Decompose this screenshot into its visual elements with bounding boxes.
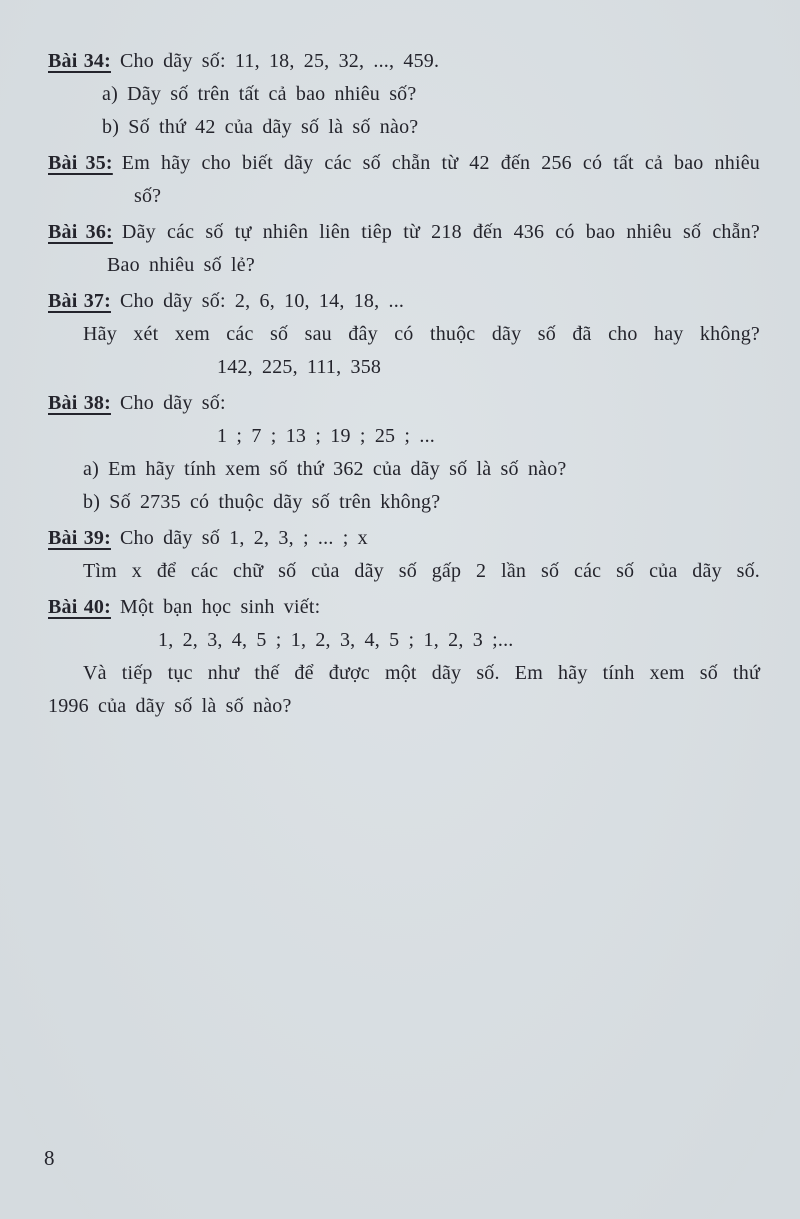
exercise-39-question: Tìm x để các chữ số của dãy số gấp 2 lần số các số của dãy số. (83, 560, 760, 582)
exercise-36-label: Bài 36: (48, 221, 113, 243)
exercise-40-question-line1: Và tiếp tục như thế để được một dãy số. Em hãy tính xem số thứ (83, 662, 760, 684)
exercise-36-continuation: Bao nhiêu số lẻ? (107, 254, 255, 276)
exercise-37-numbers: 142, 225, 111, 358 (217, 356, 382, 378)
exercise-35-continuation: số? (134, 185, 162, 207)
exercise-34-heading (48, 45, 760, 78)
exercise-37-intro: Cho dãy số: 2, 6, 10, 14, 18, ... (119, 290, 405, 312)
exercise-36-heading (48, 216, 760, 249)
exercise-36-intro: Dãy các số tự nhiên liên tiêp từ 218 đến 436 có bao nhiêu số chẵn? (121, 221, 760, 243)
exercise-37-label: Bài 37: (48, 290, 111, 312)
exercise-40-numbers: 1, 2, 3, 4, 5 ; 1, 2, 3, 4, 5 ; 1, 2, 3 ;... (158, 629, 514, 651)
exercise-38-item-b: b) Số 2735 có thuộc dãy số trên không? (83, 491, 441, 513)
exercise-35-label: Bài 35: (48, 152, 113, 174)
exercise-35-heading (48, 147, 760, 180)
exercise-37-question: Hãy xét xem các số sau đây có thuộc dãy số đã cho hay không? (83, 323, 760, 345)
exercise-34-label: Bài 34: (48, 50, 111, 72)
page-number: 8 (44, 1146, 55, 1170)
exercise-40-intro: Một bạn học sinh viết: (119, 596, 321, 618)
exercise-37-heading (48, 285, 760, 318)
exercise-39-intro: Cho dãy số 1, 2, 3, ; ... ; x (119, 527, 368, 549)
exercise-38-intro: Cho dãy số: (119, 392, 226, 414)
exercise-34-item-b: b) Số thứ 42 của dãy số là số nào? (102, 116, 419, 138)
exercise-40-label: Bài 40: (48, 596, 111, 618)
exercise-39-heading (48, 522, 760, 555)
exercise-40-question-line2: 1996 của dãy số là số nào? (48, 695, 292, 717)
exercise-34-item-a: a) Dãy số trên tất cả bao nhiêu số? (102, 83, 417, 105)
exercise-38-label: Bài 38: (48, 392, 111, 414)
exercise-40-heading (48, 591, 760, 624)
exercise-39-label: Bài 39: (48, 527, 111, 549)
exercise-34-intro: Cho dãy số: 11, 18, 25, 32, ..., 459. (119, 50, 440, 72)
exercise-35-intro: Em hãy cho biết dãy các số chẵn từ 42 đến 256 có tất cả bao nhiêu (121, 152, 760, 174)
exercise-38-item-a: a) Em hãy tính xem số thứ 362 của dãy số là số nào? (83, 458, 567, 480)
exercise-38-heading (48, 387, 760, 420)
exercise-38-numbers: 1 ; 7 ; 13 ; 19 ; 25 ; ... (217, 425, 435, 447)
